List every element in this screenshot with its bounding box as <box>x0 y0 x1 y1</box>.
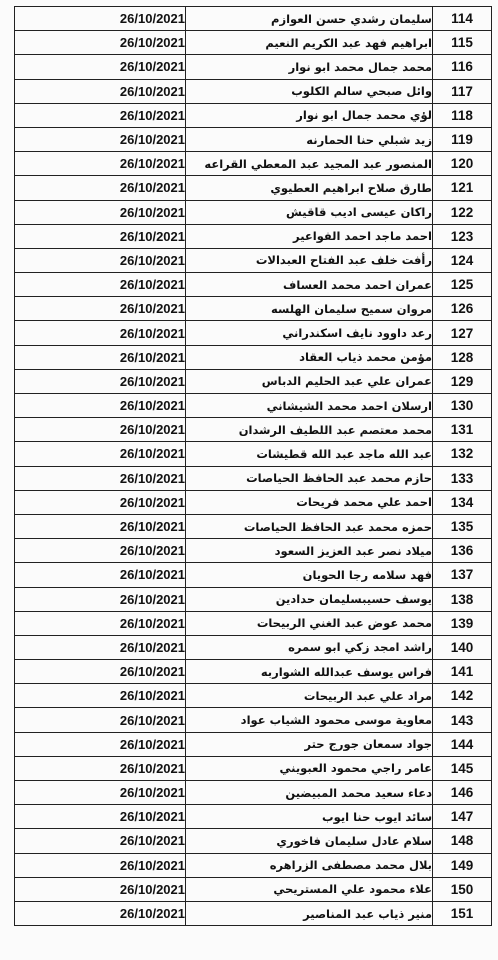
number-cell: 131 <box>433 418 492 442</box>
date-cell: 26/10/2021 <box>15 418 186 442</box>
table-row <box>15 466 492 490</box>
number-cell: 133 <box>433 466 492 490</box>
number-cell: 130 <box>433 394 492 418</box>
date-cell: 26/10/2021 <box>15 152 186 176</box>
name-cell: محمد عوض عبد الغني الربيحات <box>186 611 433 635</box>
name-cell: عبد الله ماجد عبد الله قطيشات <box>186 442 433 466</box>
name-cell: ابراهيم فهد عبد الكريم النعيم <box>186 31 433 55</box>
table-row <box>15 781 492 805</box>
name-cell: ارسلان احمد محمد الشيشاني <box>186 394 433 418</box>
date-cell: 26/10/2021 <box>15 7 186 31</box>
date-cell: 26/10/2021 <box>15 805 186 829</box>
date-cell: 26/10/2021 <box>15 176 186 200</box>
table-row <box>15 224 492 248</box>
date-cell: 26/10/2021 <box>15 490 186 514</box>
number-cell: 124 <box>433 248 492 272</box>
table-row <box>15 756 492 780</box>
table-row <box>15 394 492 418</box>
name-cell: عامر راجي محمود العبويني <box>186 756 433 780</box>
number-cell: 145 <box>433 756 492 780</box>
number-cell: 151 <box>433 901 492 925</box>
table-row <box>15 248 492 272</box>
date-cell: 26/10/2021 <box>15 79 186 103</box>
date-cell: 26/10/2021 <box>15 200 186 224</box>
name-cell: وائل صبحي سالم الكلوب <box>186 79 433 103</box>
name-cell: حازم محمد عبد الحافظ الحياصات <box>186 466 433 490</box>
date-cell: 26/10/2021 <box>15 514 186 538</box>
date-cell: 26/10/2021 <box>15 127 186 151</box>
table-row <box>15 514 492 538</box>
number-cell: 140 <box>433 635 492 659</box>
name-cell: رأفت خلف عبد الفتاح العبدالات <box>186 248 433 272</box>
name-cell: محمد جمال محمد ابو نوار <box>186 55 433 79</box>
table-row <box>15 152 492 176</box>
name-cell: دعاء سعيد محمد المبيضين <box>186 781 433 805</box>
table-row <box>15 176 492 200</box>
table-row <box>15 877 492 901</box>
name-cell: عمران علي عبد الحليم الدباس <box>186 369 433 393</box>
number-cell: 142 <box>433 684 492 708</box>
date-cell: 26/10/2021 <box>15 55 186 79</box>
table-row <box>15 103 492 127</box>
date-cell: 26/10/2021 <box>15 442 186 466</box>
number-cell: 117 <box>433 79 492 103</box>
number-cell: 120 <box>433 152 492 176</box>
date-cell: 26/10/2021 <box>15 732 186 756</box>
number-cell: 149 <box>433 853 492 877</box>
name-cell: فهد سلامه رجا الحويان <box>186 563 433 587</box>
date-cell: 26/10/2021 <box>15 31 186 55</box>
number-cell: 114 <box>433 7 492 31</box>
table-row <box>15 587 492 611</box>
name-cell: احمد علي محمد فريحات <box>186 490 433 514</box>
number-cell: 141 <box>433 660 492 684</box>
date-cell: 26/10/2021 <box>15 901 186 925</box>
name-cell: لؤي محمد جمال ابو نوار <box>186 103 433 127</box>
date-cell: 26/10/2021 <box>15 394 186 418</box>
table-row <box>15 611 492 635</box>
name-cell: يوسف حسيبسليمان حدادين <box>186 587 433 611</box>
number-cell: 134 <box>433 490 492 514</box>
name-cell: سائد ايوب حنا ايوب <box>186 805 433 829</box>
name-cell: معاوية موسى محمود الشياب عواد <box>186 708 433 732</box>
date-cell: 26/10/2021 <box>15 829 186 853</box>
table-row <box>15 369 492 393</box>
date-cell: 26/10/2021 <box>15 756 186 780</box>
date-cell: 26/10/2021 <box>15 248 186 272</box>
number-cell: 144 <box>433 732 492 756</box>
date-cell: 26/10/2021 <box>15 273 186 297</box>
name-cell: ميلاد نصر عبد العزيز السعود <box>186 539 433 563</box>
name-cell: احمد ماجد احمد الفواعير <box>186 224 433 248</box>
table-row <box>15 539 492 563</box>
date-cell: 26/10/2021 <box>15 587 186 611</box>
date-cell: 26/10/2021 <box>15 708 186 732</box>
table-row <box>15 684 492 708</box>
number-cell: 139 <box>433 611 492 635</box>
table-row <box>15 635 492 659</box>
date-cell: 26/10/2021 <box>15 224 186 248</box>
table-row <box>15 297 492 321</box>
name-cell: راكان عيسى اديب قاقيش <box>186 200 433 224</box>
number-cell: 143 <box>433 708 492 732</box>
date-cell: 26/10/2021 <box>15 781 186 805</box>
number-cell: 132 <box>433 442 492 466</box>
table-row <box>15 442 492 466</box>
name-cell: سلام عادل سليمان فاخوري <box>186 829 433 853</box>
number-cell: 116 <box>433 55 492 79</box>
table-row <box>15 853 492 877</box>
table-row <box>15 829 492 853</box>
table-row <box>15 901 492 925</box>
name-cell: فراس يوسف عبدالله الشواربه <box>186 660 433 684</box>
number-cell: 118 <box>433 103 492 127</box>
number-cell: 121 <box>433 176 492 200</box>
date-cell: 26/10/2021 <box>15 321 186 345</box>
name-cell: حمزه محمد عبد الحافظ الحياصات <box>186 514 433 538</box>
name-cell: مؤمن محمد ذياب العقاد <box>186 345 433 369</box>
name-cell: سليمان رشدي حسن العوازم <box>186 7 433 31</box>
name-cell: راشد امجد زكي ابو سمره <box>186 635 433 659</box>
number-cell: 128 <box>433 345 492 369</box>
table-row <box>15 732 492 756</box>
number-cell: 125 <box>433 273 492 297</box>
names-table-body <box>15 7 492 926</box>
name-cell: منير ذياب عبد المناصير <box>186 901 433 925</box>
table-row <box>15 418 492 442</box>
date-cell: 26/10/2021 <box>15 684 186 708</box>
name-cell: رعد داوود نايف اسكندراني <box>186 321 433 345</box>
date-cell: 26/10/2021 <box>15 103 186 127</box>
table-row <box>15 345 492 369</box>
number-cell: 123 <box>433 224 492 248</box>
number-cell: 115 <box>433 31 492 55</box>
table-row <box>15 127 492 151</box>
table-row <box>15 79 492 103</box>
number-cell: 137 <box>433 563 492 587</box>
name-cell: المنصور عبد المجيد عبد المعطي القراعه <box>186 152 433 176</box>
name-cell: محمد معتصم عبد اللطيف الرشدان <box>186 418 433 442</box>
name-cell: مروان سميح سليمان الهلسه <box>186 297 433 321</box>
date-cell: 26/10/2021 <box>15 660 186 684</box>
name-cell: طارق صلاح ابراهيم العطيوي <box>186 176 433 200</box>
number-cell: 147 <box>433 805 492 829</box>
table-row <box>15 55 492 79</box>
date-cell: 26/10/2021 <box>15 539 186 563</box>
date-cell: 26/10/2021 <box>15 466 186 490</box>
number-cell: 129 <box>433 369 492 393</box>
number-cell: 135 <box>433 514 492 538</box>
table-row <box>15 31 492 55</box>
number-cell: 126 <box>433 297 492 321</box>
name-cell: علاء محمود علي المستريحي <box>186 877 433 901</box>
table-row <box>15 805 492 829</box>
date-cell: 26/10/2021 <box>15 877 186 901</box>
number-cell: 122 <box>433 200 492 224</box>
name-cell: عمران احمد محمد العساف <box>186 273 433 297</box>
table-row <box>15 708 492 732</box>
name-cell: جواد سمعان جورج حتر <box>186 732 433 756</box>
name-cell: زيد شبلي حنا الحمارنه <box>186 127 433 151</box>
table-row <box>15 660 492 684</box>
name-cell: بلال محمد مصطفى الزراهره <box>186 853 433 877</box>
table-row <box>15 7 492 31</box>
number-cell: 150 <box>433 877 492 901</box>
number-cell: 148 <box>433 829 492 853</box>
number-cell: 119 <box>433 127 492 151</box>
number-cell: 127 <box>433 321 492 345</box>
table-row <box>15 563 492 587</box>
table-row <box>15 321 492 345</box>
date-cell: 26/10/2021 <box>15 297 186 321</box>
date-cell: 26/10/2021 <box>15 369 186 393</box>
date-cell: 26/10/2021 <box>15 563 186 587</box>
table-row <box>15 490 492 514</box>
number-cell: 146 <box>433 781 492 805</box>
date-cell: 26/10/2021 <box>15 853 186 877</box>
number-cell: 136 <box>433 539 492 563</box>
date-cell: 26/10/2021 <box>15 635 186 659</box>
table-row <box>15 273 492 297</box>
names-table <box>14 6 492 926</box>
date-cell: 26/10/2021 <box>15 611 186 635</box>
number-cell: 138 <box>433 587 492 611</box>
date-cell: 26/10/2021 <box>15 345 186 369</box>
table-row <box>15 200 492 224</box>
name-cell: مراد علي عبد الربيحات <box>186 684 433 708</box>
